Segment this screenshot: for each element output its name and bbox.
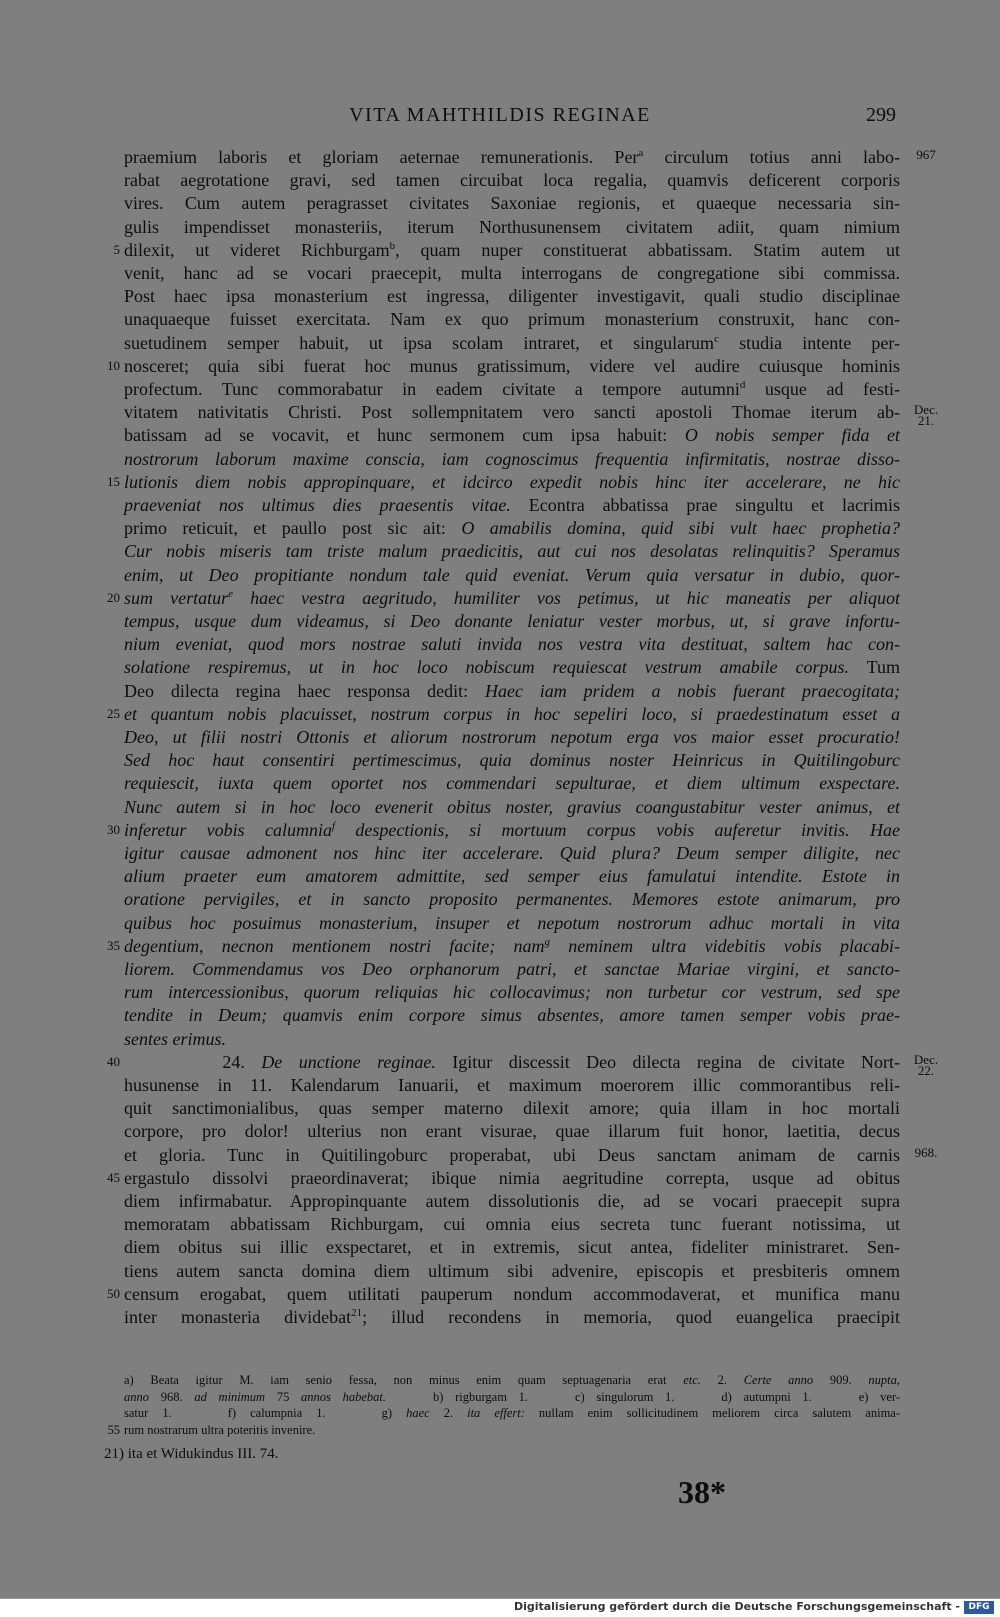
footnote-line: satur 1. f) calumpnia 1. g) haec 2. ita effert: nullam enim sollicitudinem meliorem circa salutem anima- — [124, 1406, 901, 1420]
text-line: unaquaeque fuisset exercitata. Nam ex quo primum monasterium construxit, hanc con- — [124, 309, 900, 330]
text-line: lutionis diem nobis appropinquare, et idcirco expedit nobis hinc iter accelerare, ne hic — [124, 471, 900, 492]
text-line: solatione respiremus, ut in hoc loco nobiscum requiescat vestrum amabile corpus. Tum — [124, 657, 900, 678]
page-number: 299 — [866, 104, 896, 126]
text-line: primo reticuit, et paullo post sic ait: O amabilis domina, quid sibi vult haec prophetia? — [124, 518, 901, 539]
signature-mark: 38* — [678, 1474, 726, 1510]
line-number: 40 — [107, 1053, 120, 1069]
text-line: rum intercessionibus, quorum reliquias hic collocavimus; non turbetur cor vestrum, sed spe — [124, 982, 900, 1003]
text-line: sum vertatur$^e$ haec vestra aegritudo, humiliter vos petimus, ut hic maneatis per aliquot — [124, 587, 900, 608]
text-line: inferetur vobis calumnia$^f$ despectionis, si mortuum corpus vobis auferetur invitis. Hae — [124, 819, 901, 840]
text-line: et gloria. Tunc in Quitilingoburc properabat, ubi Deus sanctam animam de carnis — [124, 1144, 900, 1165]
funding-notice: Digitalisierung gefördert durch die Deutsche Forschungsgemeinschaft - — [513, 1600, 960, 1613]
text-line: quibus hoc posuimus monasterium, insuper et nepotum nostrorum adhuc mortali in vita — [124, 912, 900, 933]
text-line: inter monasteria dividebat$^{21}$; illud recondens in memoria, quod euangelica praecipit — [124, 1307, 900, 1327]
text-line: gulis impendisset monasteriis, iterum Northusunensem civitatem adiit, quam nimium — [124, 216, 900, 237]
margin-date-note: Dec. — [913, 402, 939, 418]
line-number: 5 — [113, 241, 120, 257]
text-line: 24. De unctione reginae. Igitur discessit Deo dilecta regina de civitate Nort- — [124, 1051, 900, 1072]
text-line: vitatem nativitatis Christi. Post sollempnitatem vero sancti apostoli Thomae iterum ab- — [124, 402, 900, 423]
reference-note: 21) ita et Widukindus III. 74. — [104, 1446, 279, 1462]
line-number: 45 — [107, 1169, 120, 1185]
text-line: sentes erimus. — [124, 1028, 226, 1049]
funding-bar — [0, 1598, 1000, 1617]
text-line: nium eveniat, quod mors nostrae saluti invida nos vestra vita destituat, saltem hac con- — [124, 634, 900, 655]
text-line: tempus, usque dum videamus, si Deo donante leniatur vester morbus, ut, si grave infortu- — [124, 611, 900, 631]
line-number: 25 — [107, 705, 120, 721]
text-line: praeveniat nos ultimus dies praesentis vitae. Econtra abbatissa prae singultu et lacrimis — [124, 495, 900, 515]
text-line: Post haec ipsa monasterium est ingressa, diligenter investigavit, quali studio disciplinae — [124, 286, 900, 307]
text-line: Deo dilecta regina haec responsa dedit: Haec iam pridem a nobis fuerant praecogitata; — [124, 680, 900, 701]
line-number: 20 — [107, 589, 120, 605]
margin-date-note: 21. — [917, 413, 935, 429]
line-number: 55 — [107, 1422, 120, 1437]
line-number: 50 — [107, 1285, 120, 1301]
dfg-logo: DFG — [964, 1601, 994, 1614]
text-line: Sed hoc haut consentiri pertimescimus, quia dominus noster Heinricus in Quitilingoburc — [124, 750, 900, 771]
text-line: et quantum nobis placuisset, nostrum corpus in hoc sepeliri loco, si praedestinatum esset a — [124, 703, 900, 724]
text-line: rabat aegrotatione gravi, sed tamen circuibat loca regalia, quamvis deficerent corporis — [124, 170, 900, 191]
line-number: 15 — [107, 473, 120, 489]
margin-date-note: 967 — [916, 147, 936, 162]
text-line: suetudinem semper habuit, ut ipsa scolam intraret, et singularum$^c$ studia intente per- — [124, 332, 900, 353]
text-line: memoratam abbatissam Richburgam, cui omnia eius secreta tunc fuerant notissima, ut — [124, 1214, 900, 1235]
text-line: oratione pervigiles, et in sancto proposito permanentes. Memores estote animarum, pro — [124, 889, 900, 910]
text-line: tiens autem sancta domina diem ultimum sibi advenire, episcopis et presbiteris omnem — [124, 1260, 900, 1281]
text-line: diem infirmabatur. Appropinquante autem dissolutionis die, ad se vocari praecepit supra — [124, 1191, 900, 1211]
line-number: 10 — [107, 357, 120, 373]
margin-date-note: Dec. — [913, 1051, 939, 1067]
margin-date-note: 22. — [917, 1062, 935, 1078]
text-line: degentium, necnon mentionem nostri facite; nam$^g$ neminem ultra videbitis vobis placabi- — [124, 935, 900, 956]
text-line: nosceret; quia sibi fuerat hoc munus gratissimum, videre vel audire cuiusque hominis — [124, 355, 900, 376]
text-line: diem obitus sui illic exspectaret, et in extremis, sicut antea, fideliter ministraret. Sen- — [124, 1237, 900, 1258]
footnote-line: anno 968. ad minimum 75 annos habebat. b) rigburgam 1. c) singulorum 1. d) autumpni 1. e) ver- — [124, 1389, 901, 1404]
text-line: censum erogabat, quem utilitati pauperum nondum accommodaverat, et munifica manu — [124, 1283, 900, 1304]
text-line: enim, ut Deo propitiante nondum tale quid eveniat. Verum quia versatur in dubio, quor- — [124, 564, 900, 585]
line-number: 30 — [107, 821, 120, 837]
margin-date-note: 968. — [914, 1144, 938, 1160]
text-line: liorem. Commendamus vos Deo orphanorum patri, et sanctae Mariae virgini, et sancto- — [124, 959, 900, 979]
text-line: Nunc autem si in hoc loco evenerit obitus noster, gravius coangustabitur vester animus, et — [124, 796, 900, 817]
text-line: husunense in 11. Kalendarum Ianuarii, et maximum moerorem illic commorantibus reli- — [124, 1075, 900, 1095]
text-line: igitur causae admonent nos hinc iter accelerare. Quid plura? Deum semper diligite, nec — [124, 843, 900, 863]
text-line: tendite in Deum; quamvis enim corpore simus absentes, amore tamen semper vobis prae- — [124, 1005, 900, 1026]
text-line: praemium laboris et gloriam aeternae remunerationis. Per$^a$ circulum totius anni labo- — [124, 147, 900, 167]
text-line: alium praeter eum amatorem admittite, sed semper eius famulatui intendite. Estote in — [124, 866, 900, 887]
text-line: Deo, ut filii nostri Ottonis et aliorum nostrorum nepotum erga vos maior esset procuratio! — [124, 727, 900, 747]
text-line: profectum. Tunc commorabatur in eadem civitate a tempore autumni$^d$ usque ad festi- — [124, 379, 900, 399]
text-line: batissam ad se vocavit, et hunc sermonem cum ipsa habuit: O nobis semper fida et — [124, 425, 900, 446]
text-line: requiescit, iuxta quem oportet nos commendari sepulturae, et diem ultimum exspectare. — [124, 773, 900, 794]
text-line: nostrorum laborum maxime conscia, iam cognoscimus frequentia infirmitatis, nostrae disso- — [124, 448, 900, 469]
text-line: quit sanctimonialibus, quas semper materno dilexit amore; quia illam in hoc mortali — [124, 1098, 900, 1119]
text-line: dilexit, ut videret Richburgam$^b$, quam nuper constituerat abbatissam. Statim autem ut — [124, 239, 900, 260]
running-title: VITA MAHTHILDIS REGINAE — [349, 104, 651, 126]
line-number: 35 — [107, 937, 120, 953]
text-line: corpore, pro dolor! ulterius non erant visurae, quae illarum fuit honor, laetitia, decus — [124, 1121, 900, 1142]
text-line: vires. Cum autem peragrasset civitates Saxoniae regionis, et quaeque necessaria sin- — [124, 193, 900, 214]
text-line: ergastulo dissolvi praeordinaverat; ibique nimia aegritudine correpta, usque ad obitus — [124, 1167, 900, 1188]
footnote-line: rum nostrarum ultra poteritis invenire. — [124, 1422, 316, 1437]
text-line: Cur nobis miseris tam triste malum praedicitis, aut cui nos desolatas relinquitis? Speramus — [124, 541, 900, 562]
text-line: venit, hanc ad se vocari praecepit, multa interrogans de congregatione sibi commissa. — [124, 263, 900, 283]
footnote-line: a) Beata igitur M. iam senio fessa, non minus enim quam septuagenaria erat etc. 2. Certe anno 909. nupta, — [124, 1373, 901, 1387]
